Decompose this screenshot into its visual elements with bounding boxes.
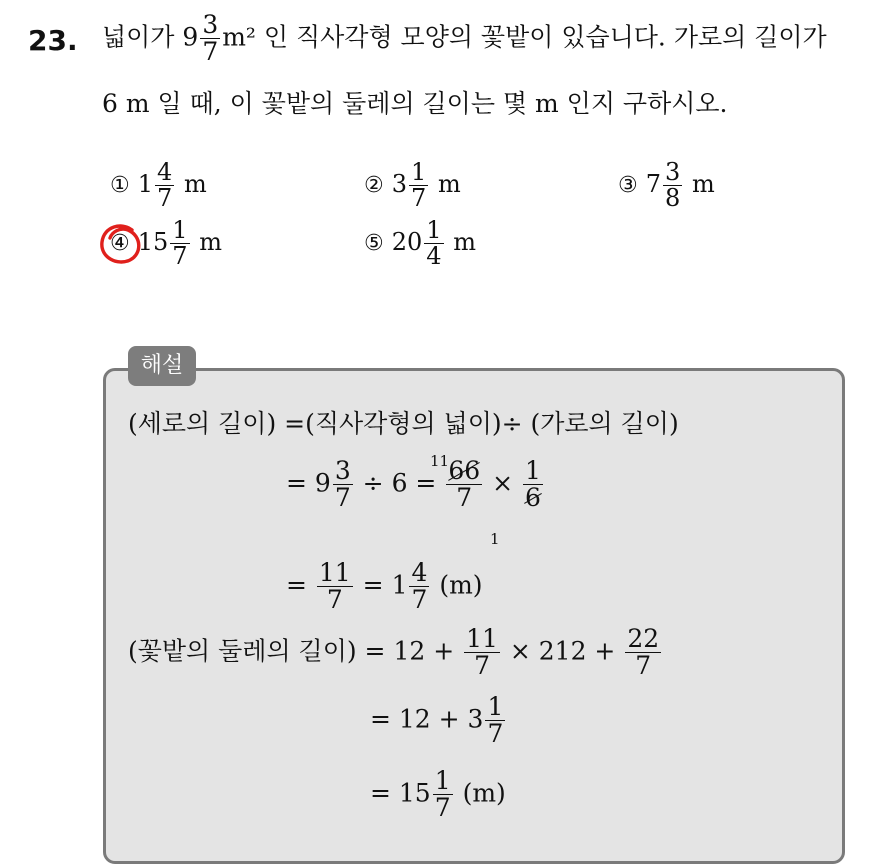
sol-text: × [492,468,514,498]
option-whole: 15 [137,228,169,257]
option-numerator: 4 [157,158,173,186]
option-fraction [409,160,428,211]
solution-tag: 해설 [128,346,196,386]
solution-line-3 [286,560,483,614]
sol-numerator-struck: 66 [448,456,481,485]
sol-fraction-cancel [446,458,482,512]
sol-numerator: 4 [411,558,428,587]
option-fraction [170,218,189,269]
sol-denominator: 7 [411,585,428,615]
solution-line-4 [128,626,663,680]
sol-numerator: 11 [466,624,498,653]
option-whole: 1 [137,170,154,199]
sol-fraction [485,694,505,748]
option-denominator: 7 [157,184,173,213]
option-mark: ② [364,173,384,199]
option-5[interactable] [364,218,476,269]
question-text-prefix: 넓이가 9 [102,22,199,52]
option-unit: m [453,228,476,257]
option-1[interactable] [110,160,207,211]
option-denominator: 7 [172,242,188,271]
sol-denominator: 7 [334,483,351,513]
sol-fraction [333,458,353,512]
question-text-suffix: m² 인 직사각형 모양의 꽃밭이 있습니다. 가로의 길이가 [222,22,827,52]
sol-numerator: 11 [318,558,351,587]
option-mark: ⑤ [364,231,384,257]
solution-line-2 [286,458,545,512]
solution-line-5 [370,694,507,748]
sol-text: = 12 + 3 [370,704,484,734]
sol-text: (m) [462,778,506,808]
sol-numerator: 1 [434,766,451,795]
sol-fraction [464,626,500,680]
sol-numerator: 22 [627,624,660,653]
sol-text: × 212 + [509,636,616,666]
question-line-1 [102,12,827,66]
option-mark: ③ [618,173,638,199]
sol-denominator: 7 [635,651,652,681]
option-whole: 3 [391,170,408,199]
sol-text: ÷ 6 = [362,468,437,498]
option-numerator: 1 [411,158,427,186]
option-unit: m [199,228,222,257]
option-numerator: 3 [665,158,681,186]
solution-line-6 [370,768,506,822]
sol-text: = 15 [370,778,431,808]
option-mark: ④ [110,231,130,257]
option-fraction [424,218,443,269]
option-numerator: 1 [426,216,442,244]
sol-numerator: 1 [487,692,504,721]
solution-line-1: (세로의 길이) =(직사각형의 넓이)÷ (가로의 길이) [128,409,679,438]
option-3[interactable] [618,160,715,211]
area-denominator: 7 [202,37,219,67]
option-unit: m [691,170,715,199]
sol-denominator: 7 [326,585,343,615]
area-numerator: 3 [202,10,219,39]
sol-denominator: 7 [487,719,504,749]
sol-text: = 9 [286,468,331,498]
option-denominator: 7 [411,184,427,213]
option-whole: 7 [645,170,662,199]
selection-circle-mark [98,222,146,268]
sol-text: (꽃밭의 둘레의 길이) = 12 + [128,636,455,666]
sol-fraction [409,560,429,614]
sol-denominator-struck: 6 [525,483,541,513]
option-mark: ① [110,173,130,199]
sol-fraction-cancel [523,458,543,512]
sol-fraction [433,768,453,822]
option-unit: m [183,170,207,199]
sol-numerator: 1 [525,456,541,485]
sol-text: = [286,570,307,600]
cancel-note-top: 11 [430,452,450,470]
area-fraction [200,12,220,66]
option-unit: m [437,170,461,199]
sol-text: (m) [439,570,483,600]
option-numerator: 1 [172,216,188,244]
question-line-2: 6 m 일 때, 이 꽃밭의 둘레의 길이는 몇 m 인지 구하시오. [102,89,728,118]
option-fraction [663,160,682,211]
option-fraction [155,160,174,211]
question-number: 23. [28,24,78,57]
sol-denominator: 7 [456,483,473,513]
sol-numerator: 3 [334,456,351,485]
option-whole: 20 [391,228,423,257]
sol-fraction [625,626,661,680]
option-2[interactable] [364,160,461,211]
sol-fraction [317,560,353,614]
cancel-note-bottom: 1 [490,530,500,548]
sol-denominator: 7 [474,651,490,681]
option-denominator: 8 [665,184,681,213]
option-denominator: 4 [426,242,442,271]
sol-text: = 1 [362,570,408,600]
sol-denominator: 7 [434,793,451,823]
